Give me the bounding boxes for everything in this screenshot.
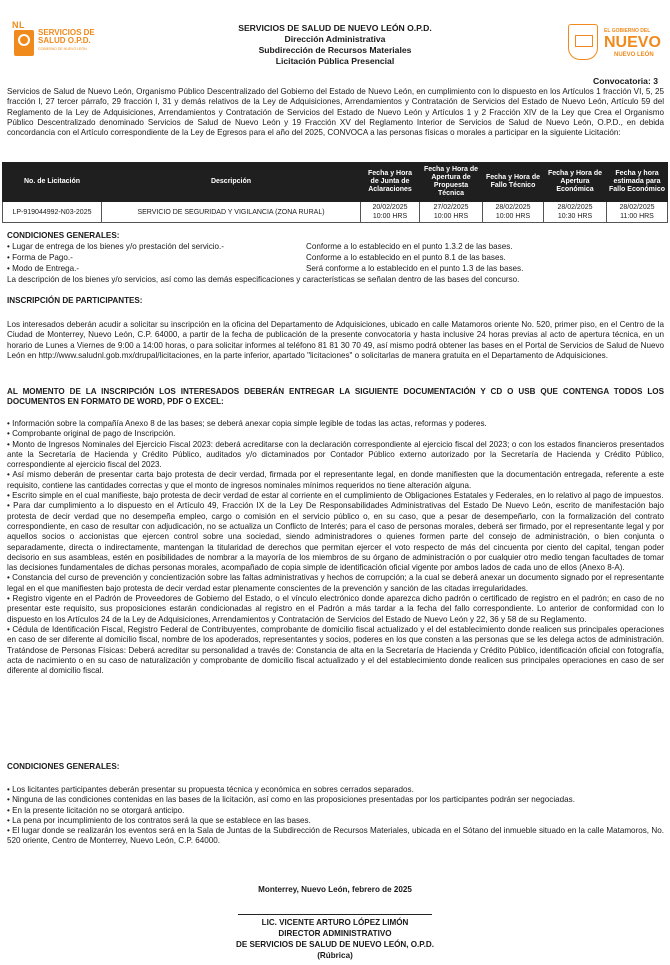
cond-value: Será conforme a lo establecido en el punto 1.3 de las bases.	[306, 264, 524, 273]
cond-label: • Forma de Pago.-	[7, 253, 73, 262]
economica-hora: 10:30 HRS	[557, 213, 593, 220]
documentos-list	[7, 419, 664, 676]
condiciones-2-list	[7, 785, 664, 847]
cond-label: • Lugar de entrega de los bienes y/o prestación del servicio.-	[7, 242, 224, 251]
state-crest-icon	[568, 24, 598, 60]
gobierno-nuevo-leon-logo	[566, 22, 662, 70]
cell-junta	[361, 202, 420, 223]
table-header-row	[3, 163, 668, 202]
licitacion-table	[2, 162, 668, 223]
cell-fallo-economico	[607, 202, 668, 223]
list-item: • Así mismo deberán de presentar carta bajo protesta de decir verdad, firmada por el representante legal, en donde manifiesten que la documentación entregada, referente a este requisito, contiene las cantidades correctas y que el monto de ingresos nominales mínimos requeridos no tiene alteración alguna.	[7, 470, 664, 490]
list-item: • En la presente licitación no se otorgará anticipo.	[7, 805, 185, 815]
cond-value: Conforme a lo establecido en el punto 8.1 de las bases.	[306, 253, 506, 262]
cell-fallo-tecnico	[483, 202, 544, 223]
signer-name: LIC. VICENTE ARTURO LÓPEZ LIMÓN	[261, 918, 409, 927]
cond-value: Conforme a lo establecido en el punto 1.3.2 de las bases.	[306, 242, 513, 251]
header-line-4: Licitación Pública Presencial	[275, 56, 395, 66]
list-item: • Para dar cumplimiento a lo dispuesto en el Artículo 49, Fracción IX de la Ley De Responsabilidades Administrativas del Estado De Nuevo León, escrito de manifestación bajo protesta de decir verdad que no desempeña empleo, cargo o comisión en el servicio público o, en su caso, que a pesar de desempeñarlo, con la formalización del contrato correspondiente, en caso de resultar con adjudicación, no se actualiza un Conflicto de Interés; para el caso de personas morales, deberá ser firmado, por el representante legal y por aquellos socios o accionistas que ejercen control sobre una sociedad, siendo administradores o quienes formen parte del consejo de administración, o bien conjunta o separadamente, directa o indirectamente, mantengan la titularidad de derechos que permitan ejercer el voto respecto de más del cincuenta por ciento del capital, tengan poder decisorio en sus asambleas, estén en posibilidades de nombrar a la mayoría de los miembros de su órgano de administración o por cualquier otro medio tengan facultades de tomar las decisiones fundamentales de dichas personas morales, acompañado de copia simple de identificación oficial vigente por ambos lados de cada uno de ellos (Anexo 8-A).	[7, 501, 664, 573]
org-logo-tagline: GOBIERNO DE NUEVO LEÓN	[38, 47, 87, 51]
gov-logo-bottom: NUEVO LEÓN	[614, 52, 654, 58]
gov-logo-main: NUEVO	[604, 34, 661, 51]
junta-hora: 10:00 HRS	[372, 213, 408, 220]
condiciones-title: CONDICIONES GENERALES:	[7, 231, 120, 240]
col-header: Fecha y Hora de Apertura Económica	[544, 163, 607, 202]
list-item: • La pena por incumplimiento de los contratos será la que se establece en las bases.	[7, 815, 311, 825]
list-item: • Comprobante original de pago de Inscripción.	[7, 429, 176, 439]
condiciones-note: La descripción de los bienes y/o servicios, así como las demás especificaciones y características se señalan dentro de las bases del concurso.	[7, 275, 520, 284]
cell-numero: LP-919044992-N03-2025	[3, 202, 102, 223]
inscripcion-title: INSCRIPCIÓN DE PARTICIPANTES:	[7, 296, 143, 305]
table-row	[3, 202, 668, 223]
fallo-tec-fecha: 28/02/2025	[495, 204, 531, 211]
signature-line	[238, 914, 432, 915]
servicios-salud-logo	[12, 20, 112, 70]
signer-role: DIRECTOR ADMINISTRATIVO	[278, 929, 392, 938]
list-item: • Registro vigente en el Padrón de Proveedores de Gobierno del Estado, o el vínculo electrónico donde aparezca dicho padrón o certificado de registro en el padrón; en caso de no presentar este requisito, sus proposiciones estarán condicionadas al registro en el Padrón a más tardar a la fecha del fallo correspondiente. Lo anterior de conformidad con lo dispuesto en los Artículos 24 de la Ley de Adquisiciones, Arrendamientos y Contratación de Servicios del Estado de Nuevo León y 22, 36 y 58 de su Reglamento.	[7, 594, 664, 624]
col-header: Fecha y Hora de Junta de Aclaraciones	[361, 163, 420, 202]
header-line-3: Subdirección de Recursos Materiales	[258, 45, 412, 55]
document-header	[130, 23, 540, 67]
cond-label: • Modo de Entrega.-	[7, 264, 80, 273]
col-header: Fecha y Hora de Fallo Técnico	[483, 163, 544, 202]
col-header: Descripción	[102, 163, 361, 202]
tecnica-hora: 10:00 HRS	[433, 213, 469, 220]
tecnica-fecha: 27/02/2025	[433, 204, 469, 211]
header-line-1: SERVICIOS DE SALUD DE NUEVO LEÓN O.P.D.	[238, 23, 432, 33]
list-item: • Ninguna de las condiciones contenidas en las bases de la licitación, así como en las proposiciones presentadas por los participantes podrán ser negociadas.	[7, 795, 575, 805]
junta-fecha: 20/02/2025	[372, 204, 408, 211]
intro-paragraph: Servicios de Salud de Nuevo León, Organismo Público Descentralizado del Gobierno del Estado de Nuevo León, en cumplimiento con lo dispuesto en los Artículos 1 fracción VI, 5, 25 fracción I, 27 tercer párrafo, 29 fracción I, 31 y demás relativos de la Ley de Adquisiciones, Arrendamientos y Contratación de Servicios del Estado de Nuevo León, Artículo 59 del Reglamento de la Ley de Adquisiciones, Arrendamientos y Contratación de Servicios del Estado de Nuevo León y Artículos 1 y 2 Fracción XIV de la Ley que Crea el Organismo Público Descentralizado denominado Servicios de Salud de Nuevo León y 19 Fracción XV del Reglamento Interior de Servicios de Salud de Nuevo León, O.P.D., en debida concordancia con el Artículo correspondiente de la Ley de Egresos para el año del 2025, CONVOCA a las personas físicas o morales a participar en la siguiente Licitación:	[7, 87, 664, 138]
list-item: • Información sobre la compañía Anexo 8 de las bases; se deberá anexar copia simple legible de todas las actas, reformas y poderes.	[7, 419, 487, 428]
header-line-2: Dirección Administrativa	[284, 34, 386, 44]
signer-org: DE SERVICIOS DE SALUD DE NUEVO LEÓN, O.P.D.	[235, 940, 435, 949]
condiciones-2-title: CONDICIONES GENERALES:	[7, 762, 120, 771]
documentos-title: AL MOMENTO DE LA INSCRIPCIÓN LOS INTERESADOS DEBERÁN ENTREGAR LA SIGUIENTE DOCUMENTACIÓN Y CD O USB QUE CONTENGA TODOS LOS DOCUMENTOS EN FORMATO DE WORD, PDF O EXCEL:	[7, 387, 664, 407]
cell-descripcion: SERVICIO DE SEGURIDAD Y VIGILANCIA (ZONA RURAL)	[102, 202, 361, 223]
col-header: Fecha y hora estimada para Fallo Económico	[607, 163, 668, 202]
list-item: • Los licitantes participantes deberán presentar su propuesta técnica y económica en sobres cerrados separados.	[7, 785, 414, 794]
list-item: • Constancia del curso de prevención y concientización sobre las faltas administrativas y hechos de corrupción; a la cual se deberá anexar un documento signado por el representante legal en el que manifiesten bajo protesta de decir verdad estar plenamente conscientes de la prevención y sanción de las citadas irregularidades.	[7, 573, 664, 593]
inscripcion-body: Los interesados deberán acudir a solicitar su inscripción en la oficina del Departamento de Adquisiciones, ubicado en calle Matamoros oriente No. 520, primer piso, en el Centro de la Ciudad de Monterrey, Nuevo León, C.P. 64000, a partir de la fecha de publicación de la presente convocatoria y hasta inclusive 24 horas previas al acto de apertura técnica, en un horario de Lunes a Viernes de 9:00 a 14:00 horas, o para solicitar informes al teléfono 81 81 30 70 49, así mismo podrá obtener las bases en el Portal de Servicios de Salud de Nuevo León en http://www.saludnl.gob.mx/drupal/licitaciones, en la parte inferior, apartado "licitaciones" o solicitarlas de manera gratuita en el Departamento de Adquisiciones.	[7, 320, 664, 360]
col-header: No. de Licitación	[3, 163, 102, 202]
economica-fecha: 28/02/2025	[557, 204, 593, 211]
cell-tecnica	[420, 202, 483, 223]
nl-brand-mark: NL	[12, 20, 25, 30]
col-header: Fecha y Hora de Apertura de Propuesta Técnica	[420, 163, 483, 202]
place-date: Monterrey, Nuevo León, febrero de 2025	[258, 885, 412, 894]
nl-logo-icon	[14, 30, 34, 56]
rubrica: (Rúbrica)	[317, 951, 353, 960]
list-item: • Monto de Ingresos Nominales del Ejercicio Fiscal 2023: deberá acreditarse con la declaración correspondiente al ejercicio fiscal del 2023; o con los estados financieros presentados ante la Secretaría de Hacienda y Crédito Público, auditados y/o dictaminados por Contador Público externo autorizado por la Secretaría de Hacienda y Crédito Público, correspondiente al ejercicio fiscal del 2023.	[7, 439, 664, 470]
fallo-eco-hora: 11:00 HRS	[620, 213, 654, 220]
list-item: • Cédula de Identificación Fiscal, Registro Federal de Contribuyentes, comprobante de domicilio fiscal actualizado y el del establecimiento donde realicen sus principales operaciones en caso de ser diferente al domicilio fiscal, nombre de los apoderados, representantes y socios, poderes en los que consten a las personas que se les delega actos de administración. Tratándose de Personas Físicas: Deberá acreditar su personalidad a través de: Constancia de alta en la Secretaría de Hacienda y Crédito Público, identificación oficial con fotografía, acta de nacimiento o en su caso de naturalización y comprobante de domicilio fiscal actualizado y el del establecimiento donde realicen sus principales operaciones en caso de ser diferente al domicilio fiscal.	[7, 624, 664, 676]
fallo-eco-fecha: 28/02/2025	[619, 204, 655, 211]
cell-economica	[544, 202, 607, 223]
gov-logo-top: EL GOBIERNO DEL	[604, 28, 651, 34]
list-item: • El lugar donde se realizarán los eventos será en la Sala de Juntas de la Subdirección de Recursos Materiales, ubicada en el Sótano del inmueble situado en la calle Matamoros, No. 520 oriente, Centro de Monterrey, Nuevo León, C.P. 64000.	[7, 826, 664, 846]
list-item: • Escrito simple en el cual manifieste, bajo protesta de decir verdad de estar al corriente en el cumplimiento de Obligaciones Estatales y Federales, en lo relativo al pago de impuestos.	[7, 491, 664, 501]
convocatoria-number: Convocatoria: 3	[593, 76, 658, 86]
fallo-tec-hora: 10:00 HRS	[495, 213, 531, 220]
org-logo-title: SERVICIOS DE SALUD O.P.D.	[38, 28, 95, 45]
